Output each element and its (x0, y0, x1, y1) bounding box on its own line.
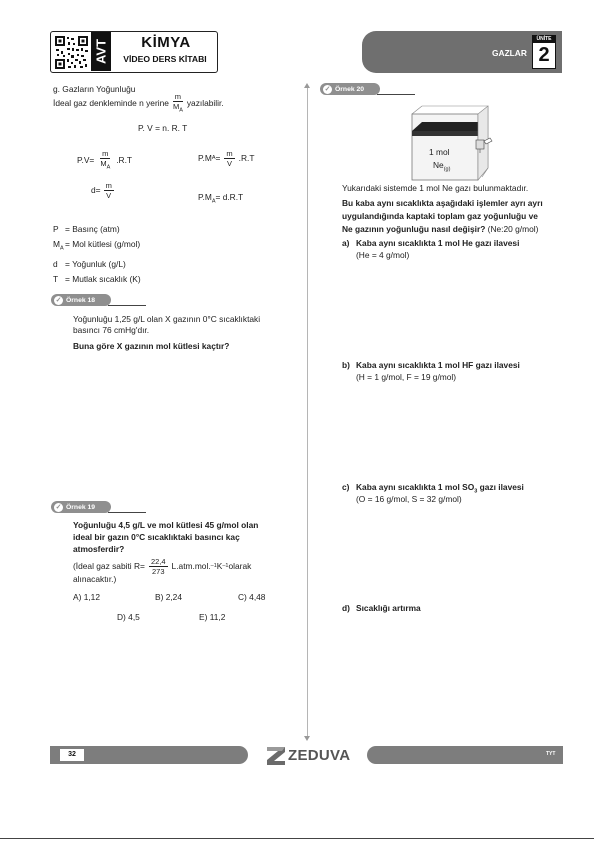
note-fraction (149, 557, 168, 576)
page-number: 32 (60, 749, 84, 761)
unit-number: 2 (538, 44, 550, 66)
equation-3 (91, 181, 117, 200)
legend-row (53, 239, 141, 255)
footer-code: TYT (546, 751, 556, 757)
example-19-q2: ideal bir gazın 0°C sıcaklıktaki basıncı kaç (73, 532, 240, 542)
option-b[interactable]: B) 2,24 (155, 592, 183, 602)
divider-top-arrow (304, 83, 310, 88)
note-b: L.atm.mol. (171, 561, 211, 571)
symbol-legend (53, 224, 141, 285)
intro-frac-den (171, 102, 185, 116)
option-e[interactable]: E) 11,2 (199, 612, 226, 622)
example-19-note-line2: alınacaktır.) (73, 574, 117, 584)
example-19-label (51, 501, 111, 513)
eq3-left: d= (91, 185, 101, 195)
figure-ne-sub: (g) (443, 166, 451, 173)
eq2-left-a: P.M (198, 153, 212, 163)
eq1-den-sub: A (106, 164, 111, 171)
zeduva-logo-icon (265, 745, 287, 767)
note-sup2: –1 (222, 563, 229, 569)
check-icon: ✓ (55, 297, 62, 304)
part-b-label: b) (342, 360, 350, 370)
part-b-text: Kaba aynı sıcaklıkta 1 mol HF gazı ilavesi (356, 360, 520, 370)
example-18-question: Buna göre X gazının mol kütlesi kaçtır? (73, 341, 230, 351)
note-d: olarak (228, 561, 252, 571)
figure-mol-label: 1 mol (429, 147, 450, 157)
eq2-left-b: = (215, 153, 221, 163)
q3-bold: Ne gazının yoğunluğu nasıl değişir? (342, 224, 486, 234)
legend-symbol-main: P (53, 224, 59, 234)
part-d-text: Sıcaklığı artırma (356, 603, 421, 613)
legend-symbol-main: M (53, 239, 60, 249)
legend-text: = Yoğunluk (g/L) (65, 258, 126, 269)
example-20-q2: uygulandığında kaptaki toplam gaz yoğunluğu ve (342, 211, 538, 221)
section-title: g. Gazların Yoğunluğu (53, 84, 136, 94)
example-20-q1: Bu kaba aynı sıcaklıkta aşağıdaki işlemler ayrı ayrı (342, 198, 543, 208)
option-c[interactable]: C) 4,48 (238, 592, 266, 602)
example-19-rule (108, 512, 146, 513)
example-18-line2: basıncı 76 cmHg'dır. (73, 325, 150, 335)
book-subtitle: VİDEO DERS KİTABI (123, 54, 207, 64)
legend-symbol (53, 224, 65, 235)
intro-text-b: yazılabilir. (186, 98, 224, 109)
legend-row (53, 274, 141, 285)
check-icon: ✓ (55, 504, 62, 511)
example-18-label-text: Örnek 18 (66, 296, 96, 304)
brand-name: ZEDUVA (288, 747, 351, 764)
divider-bottom-arrow (304, 736, 310, 741)
part-b-note: (H = 1 g/mol, F = 19 g/mol) (356, 372, 457, 382)
legend-text: = Mutlak sıcaklık (K) (65, 273, 141, 284)
intro-text (53, 92, 224, 116)
intro-frac-num: m (174, 92, 182, 101)
legend-symbol (53, 274, 65, 285)
eq2-fraction (224, 149, 234, 168)
part-c-label: c) (342, 482, 350, 492)
legend-symbol (53, 239, 65, 255)
equation-4 (198, 192, 243, 208)
part-c-text-a: Kaba aynı sıcaklıkta 1 mol SO (356, 482, 475, 492)
legend-row (53, 259, 141, 270)
avt-label: AVT (93, 38, 109, 65)
note-a: (İdeal gaz sabiti R= (73, 561, 145, 571)
legend-text: = Basınç (atm) (65, 224, 120, 234)
header-left-box (50, 31, 218, 73)
eq1-left: P.V= (77, 155, 95, 166)
example-19-q1: Yoğunluğu 4,5 g/L ve mol kütlesi 45 g/mol olan (73, 520, 259, 530)
part-c-note: (O = 16 g/mol, S = 32 g/mol) (356, 494, 462, 504)
q3-note: (Ne:20 g/mol) (485, 224, 539, 234)
intro-frac-den-main: M (172, 102, 180, 111)
footer-right-bar (367, 746, 563, 764)
eq4-a: P.M (198, 192, 212, 202)
column-divider (307, 86, 308, 738)
check-icon: ✓ (324, 86, 331, 93)
option-d[interactable]: D) 4,5 (117, 612, 140, 622)
legend-row (53, 224, 141, 235)
avt-band (91, 32, 111, 71)
example-20-label (320, 83, 380, 95)
figure-ne-label (433, 160, 450, 176)
eq3-num: m (105, 181, 112, 190)
legend-symbol-main: T (53, 273, 59, 284)
header-unit-tab (362, 31, 562, 73)
equation-main: P. V = n. R. T (138, 123, 188, 133)
eq1-right: .R.T (116, 155, 133, 166)
unit-topic: GAZLAR (492, 48, 527, 58)
eq3-fraction (104, 181, 114, 200)
legend-symbol-sub: A (59, 245, 64, 252)
example-20-label-text: Örnek 20 (335, 85, 365, 93)
unit-badge (532, 35, 556, 69)
figure-ne-main: Ne (433, 160, 444, 170)
note-sup1: –1 (210, 563, 217, 569)
eq4-b: = d.R.T (215, 192, 244, 202)
eq2-left-sub: A (211, 155, 216, 161)
example-20-q3 (342, 224, 538, 235)
example-18-line1: Yoğunluğu 1,25 g/L olan X gazının 0°C sıcaklıktaki (73, 314, 261, 324)
example-19-label-text: Örnek 19 (66, 503, 96, 511)
example-18-rule (108, 305, 146, 306)
eq2-den: V (227, 159, 233, 168)
example-20-rule (377, 94, 415, 95)
intro-frac-den-sub: A (179, 107, 183, 114)
equation-2 (198, 149, 254, 168)
equation-1 (77, 149, 132, 173)
note-num: 22,4 (150, 557, 166, 566)
part-a-text: Kaba aynı sıcaklıkta 1 mol He gazı ilavesi (356, 238, 520, 248)
eq3-den: V (106, 191, 112, 200)
example-18-label (51, 294, 111, 306)
note-den: 273 (151, 567, 165, 576)
part-a-label: a) (342, 238, 350, 248)
part-d-label: d) (342, 603, 350, 613)
eq4-sub: A (211, 198, 216, 205)
example-20-intro: Yukarıdaki sistemde 1 mol Ne gazı bulunmaktadır. (342, 183, 529, 193)
legend-symbol-main: d (53, 258, 58, 269)
eq2-right: .R.T (238, 153, 255, 163)
eq1-den (98, 159, 112, 173)
option-a[interactable]: A) 1,12 (73, 592, 101, 602)
intro-text-a: İdeal gaz denkleminde n yerine (53, 98, 169, 109)
part-a-note: (He = 4 g/mol) (356, 250, 410, 260)
footer-left-bar (50, 746, 248, 764)
part-c-text-sub: 3 (474, 488, 478, 495)
note-c: K (216, 561, 223, 571)
unit-label: ÜNİTE (533, 36, 555, 43)
qr-code-icon (54, 35, 89, 70)
legend-symbol (53, 259, 65, 270)
eq2-num: m (226, 149, 233, 158)
gas-container-figure (408, 104, 498, 182)
eq1-fraction (98, 149, 112, 173)
legend-text: = Mol kütlesi (g/mol) (65, 239, 141, 249)
eq1-num: m (102, 149, 109, 158)
example-19-q3: atmosferdir? (73, 544, 125, 554)
page-bottom-edge (0, 838, 594, 839)
part-c-text-b: gazı ilavesi (477, 482, 524, 492)
eq1-den-main: M (100, 159, 107, 168)
subject-title: KİMYA (141, 34, 191, 51)
intro-fraction (171, 92, 185, 116)
